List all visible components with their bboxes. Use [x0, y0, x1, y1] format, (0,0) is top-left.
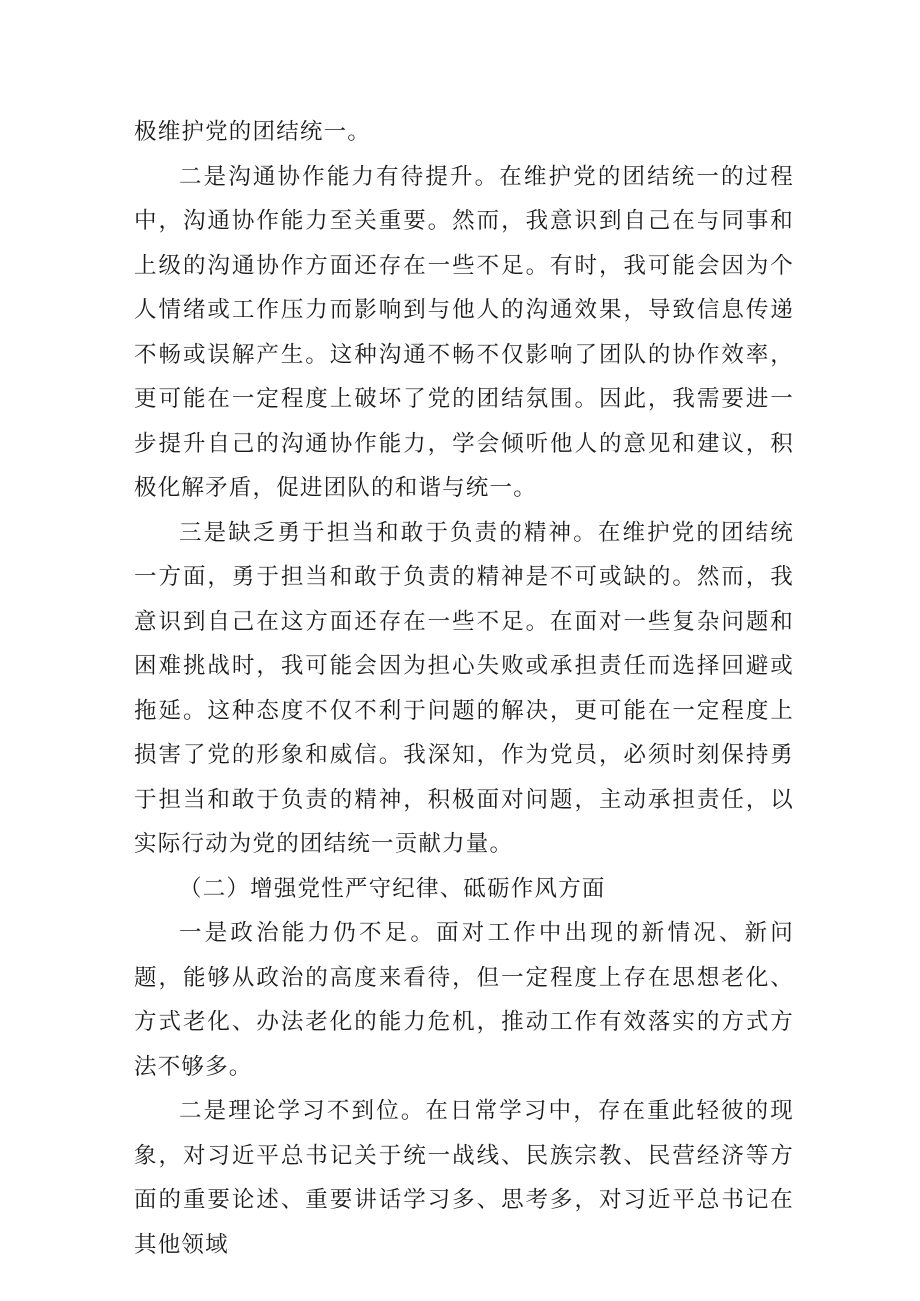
section-heading: （二）增强党性严守纪律、砥砺作风方面: [179, 875, 606, 902]
paragraph-political-ability: 一是政治能力仍不足。面对工作中出现的新情况、新问题，能够从政治的高度来看待，但一定程度上存在思想老化、方式老化、办法老化的能力危机，推动工作有效落实的方式方法不够多。: [134, 920, 794, 1080]
paragraph-responsibility: 三是缺乏勇于担当和敢于负责的精神。在维护党的团结统一方面，勇于担当和敢于负责的精神是不可或缺的。然而，我意识到自己在这方面还存在一些不足。在面对一些复杂问题和困难挑战时，我可能会因为担心失败或承担责任而选择回避或拖延。这种态度不仅不利于问题的解决，更可能在一定程度上损害了党的形象和威信。我深知，作为党员，必须时刻保持勇于担当和敢于负责的精神，积极面对问题，主动承担责任，以实际行动为党的团结统一贡献力量。: [134, 519, 794, 857]
paragraph-theory-study: 二是理论学习不到位。在日常学习中，存在重此轻彼的现象，对习近平总书记关于统一战线、民族宗教、民营经济等方面的重要论述、重要讲话学习多、思考多，对习近平总书记在其他领域: [134, 1098, 794, 1258]
document-body: [134, 110, 794, 1267]
paragraph-communication: 二是沟通协作能力有待提升。在维护党的团结统一的过程中，沟通协作能力至关重要。然而，我意识到自己在与同事和上级的沟通协作方面还存在一些不足。有时，我可能会因为个人情绪或工作压力而影响到与他人的沟通效果，导致信息传递不畅或误解产生。这种沟通不畅不仅影响了团队的协作效率，更可能在一定程度上破坏了党的团结氛围。因此，我需要进一步提升自己的沟通协作能力，学会倾听他人的意见和建议，积极化解矛盾，促进团队的和谐与统一。: [134, 163, 794, 501]
paragraph-continuation: 极维护党的团结统一。: [134, 119, 372, 145]
